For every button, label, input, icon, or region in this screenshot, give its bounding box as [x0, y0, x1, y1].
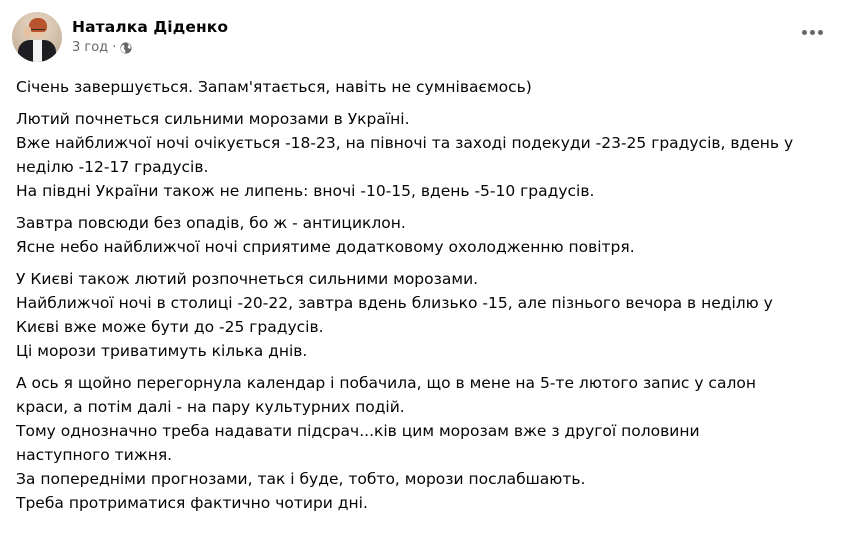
text-line: Тому однозначно треба надавати підсрач...ків цим морозам вже з другої половини — [16, 422, 700, 440]
text-line: У Києві також лютий розпочнеться сильними морозами. — [16, 270, 479, 288]
text-line: А ось я щойно перегорнула календар і побачила, що в мене на 5-те лютого запис у салон — [16, 374, 756, 392]
text-line: Завтра повсюди без опадів, бо ж - антициклон. — [16, 214, 406, 232]
text-line: Ясне небо найближчої ночі сприятиме додатковому охолодженню повітря. — [16, 238, 635, 256]
text-line: Ці морози триватимуть кілька днів. — [16, 342, 308, 360]
text-line: неділю -12-17 градусів. — [16, 158, 209, 176]
more-dot-icon — [818, 30, 823, 35]
text-line: Києві вже може бути до -25 градусів. — [16, 318, 324, 336]
paragraph — [16, 107, 831, 203]
more-options-button[interactable] — [802, 30, 823, 35]
paragraph — [16, 267, 831, 363]
text-line: Січень завершується. Запам'ятається, навіть не сумніваємось) — [16, 78, 532, 96]
author-avatar[interactable] — [12, 12, 62, 62]
more-dot-icon — [810, 30, 815, 35]
text-line: За попередніми прогнозами, так і буде, тобто, морози послабшають. — [16, 470, 586, 488]
paragraph — [16, 211, 831, 259]
avatar-glasses — [31, 29, 45, 32]
text-line: Лютий почнеться сильними морозами в Україні. — [16, 110, 410, 128]
avatar-shirt — [33, 40, 42, 62]
text-line: Найближчої ночі в столиці -20-22, завтра вдень близько -15, але пізнього вечора в неділю у — [16, 294, 773, 312]
text-line: наступного тижня. — [16, 446, 173, 464]
post-subline — [72, 39, 228, 57]
author-name[interactable]: Наталка Діденко — [72, 18, 229, 36]
avatar-hand — [24, 26, 31, 38]
post-body — [16, 75, 831, 523]
text-line: Вже найближчої ночі очікується -18-23, на півночі та заході подекуди -23-25 градусів, вдень у — [16, 134, 794, 152]
more-dot-icon — [802, 30, 807, 35]
separator-dot: · — [112, 40, 117, 55]
post-timestamp[interactable]: 3 год — [72, 40, 109, 55]
text-line: Треба протриматися фактично чотири дні. — [16, 494, 368, 512]
paragraph — [16, 75, 831, 99]
paragraph — [16, 371, 831, 515]
post-header — [12, 12, 228, 62]
text-line: На півдні України також не липень: вночі -10-15, вдень -5-10 градусів. — [16, 182, 595, 200]
globe-icon[interactable] — [120, 42, 132, 54]
post-meta — [72, 17, 228, 57]
text-line: краси, а потім далі - на пару культурних подій. — [16, 398, 405, 416]
